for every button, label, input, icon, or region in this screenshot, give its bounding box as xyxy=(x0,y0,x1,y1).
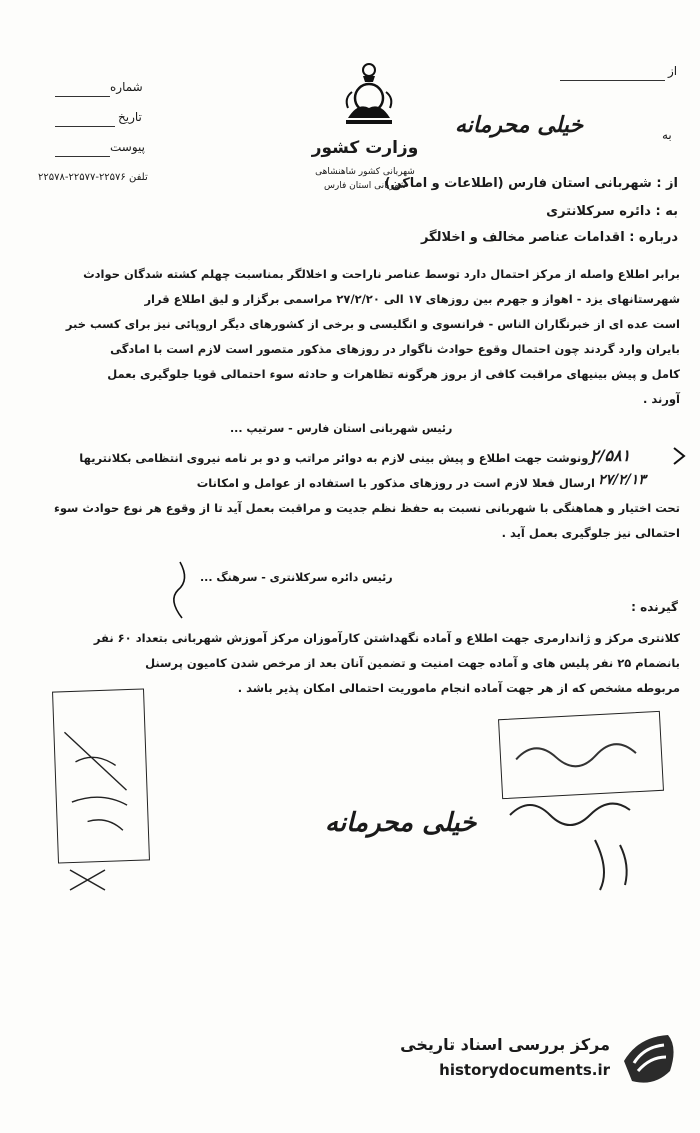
signature-1: رئیس شهربانی استان فارس - سرتیپ ... xyxy=(230,422,453,435)
memo-to-value: دائره سرکلانتری xyxy=(546,204,651,219)
paragraph-3-line: مربوطه مشخص که از هر جهت آماده انجام ماموریت احتمالی امکان پذیر باشد . xyxy=(237,681,680,695)
from-field-line xyxy=(560,80,665,81)
memo-to-prefix: به : xyxy=(655,204,678,219)
archive-name: مرکز بررسی اسناد تاریخی xyxy=(400,1035,610,1054)
recipients-label: گیرنده : xyxy=(631,600,678,614)
date-handwriting-icon xyxy=(500,790,640,830)
memo-from xyxy=(248,176,678,191)
memo-to xyxy=(248,204,678,219)
paragraph-2-line: رونوشت جهت اطلاع و پیش بینی لازم به دوائر مراتب و دو بر نامه نیروی انتظامی بکلانتریها xyxy=(79,451,595,465)
paragraph-2 xyxy=(40,446,595,496)
paragraph-2-line: ارسال فعلا لازم است در روزهای مذکور با استفاده از عوامل و امکانات xyxy=(196,476,595,490)
archive-website: historydocuments.ir xyxy=(439,1061,610,1079)
sub-org-line-1: شهربانی کشور شاهنشاهی xyxy=(315,167,415,177)
bottom-scribble-icon xyxy=(585,830,645,900)
stamp-scribble-icon xyxy=(53,689,149,862)
signature-scribble-icon xyxy=(160,560,200,620)
paragraph-3-line: بانضمام ۲۵ نفر پلیس های و آماده جهت امنیت و تضمین آنان بعد از مرخص شدن کامیون پرسنل xyxy=(145,656,680,670)
date-line xyxy=(55,126,115,127)
to-field-label: به xyxy=(662,128,672,142)
paragraph-1-line: آورند . xyxy=(642,392,680,406)
archive-logo-icon xyxy=(618,1027,682,1091)
paragraph-1 xyxy=(20,262,680,412)
paragraph-1-line: برابر اطلاع واصله از مرکز احتمال دارد توسط عناصر ناراحت و اخلالگر بمناسبت چهلم کشته شدگان حوادث xyxy=(83,267,680,281)
classification-header: خیلی محرمانه xyxy=(455,112,584,138)
paragraph-3-line: کلانتری مرکز و ژاندارمری جهت اطلاع و آماده نگهداشتن کارآموزان مرکز آموزش شهربانی بتعداد ۶۰ نفر xyxy=(93,631,680,645)
attachment-label: پیوست xyxy=(110,140,145,154)
stamp-handwriting-icon xyxy=(499,712,663,798)
sub-org-line-2: شهربانی استان فارس xyxy=(323,181,407,191)
archive-branding xyxy=(382,1025,682,1105)
number-line xyxy=(55,96,110,97)
left-margin-scribble-icon xyxy=(65,860,115,900)
number-label: شماره xyxy=(110,80,143,94)
signature-2: رئیس دائره سرکلانتری - سرهنگ ... xyxy=(200,571,393,584)
paragraph-1-line: است عده ای از خبرنگاران الناس - فرانسوی و انگلیسی و برخی از کشورهای دیگر اروپائی نیز برای کسب خبر xyxy=(65,317,680,331)
date-label: تاریخ xyxy=(118,110,142,124)
attachment-line xyxy=(55,156,110,157)
memo-from-value: شهربانی استان فارس (اطلاعات و اماکن) xyxy=(384,176,652,191)
reference-date: ۲۷/۲/۱۳ xyxy=(598,472,646,488)
right-stamp xyxy=(498,711,664,799)
paragraph-1-line: کامل و پیش بینیهای مراقبت کافی از بروز هرگونه تظاهرات و حادثه سوء احتمالی قویا جلوگیری بعمل xyxy=(107,367,680,381)
handwritten-classification: خیلی محرمانه xyxy=(325,808,477,838)
paragraph-1-line: بایران وارد گردند چون احتمال وقوع حوادث ناگوار در روزهای مذکور متصور است لازم است با امادگی xyxy=(110,342,680,356)
lion-and-sun-emblem-icon xyxy=(338,62,400,128)
memo-subject-prefix: درباره : xyxy=(629,230,678,245)
reference-mark-icon xyxy=(672,446,686,466)
memo-subject-value: اقدامات عناصر مخالف و اخلالگر xyxy=(420,230,625,245)
ministry-name: وزارت کشور xyxy=(311,138,419,158)
phone-number: تلفن ۲۲۵۷۶-۲۲۵۷۷-۲۲۵۷۸ xyxy=(38,172,148,183)
paragraph-2-line: احتمالی نیز جلوگیری بعمل آید . xyxy=(501,526,680,540)
left-stamp xyxy=(52,688,150,863)
from-field-label: از xyxy=(668,64,678,78)
paragraph-1-line: شهرستانهای یزد - اهواز و جهرم بین روزهای ۱۷ الی ۲۷/۲/۲۰ مراسمی برگزار و لیق اطلاع قرار xyxy=(144,292,680,306)
memo-from-prefix: از : xyxy=(656,176,678,191)
paragraph-2-line: تحت اختیار و هماهنگی با شهربانی نسبت به حفظ نظم جدیت و مراقبت بعمل آید تا از وقوع هر نوع حوادث سوء xyxy=(53,501,680,515)
memo-subject xyxy=(248,230,678,245)
paragraph-2-cont xyxy=(20,496,680,546)
reference-number: ۲/۵۸۱ xyxy=(590,446,631,465)
